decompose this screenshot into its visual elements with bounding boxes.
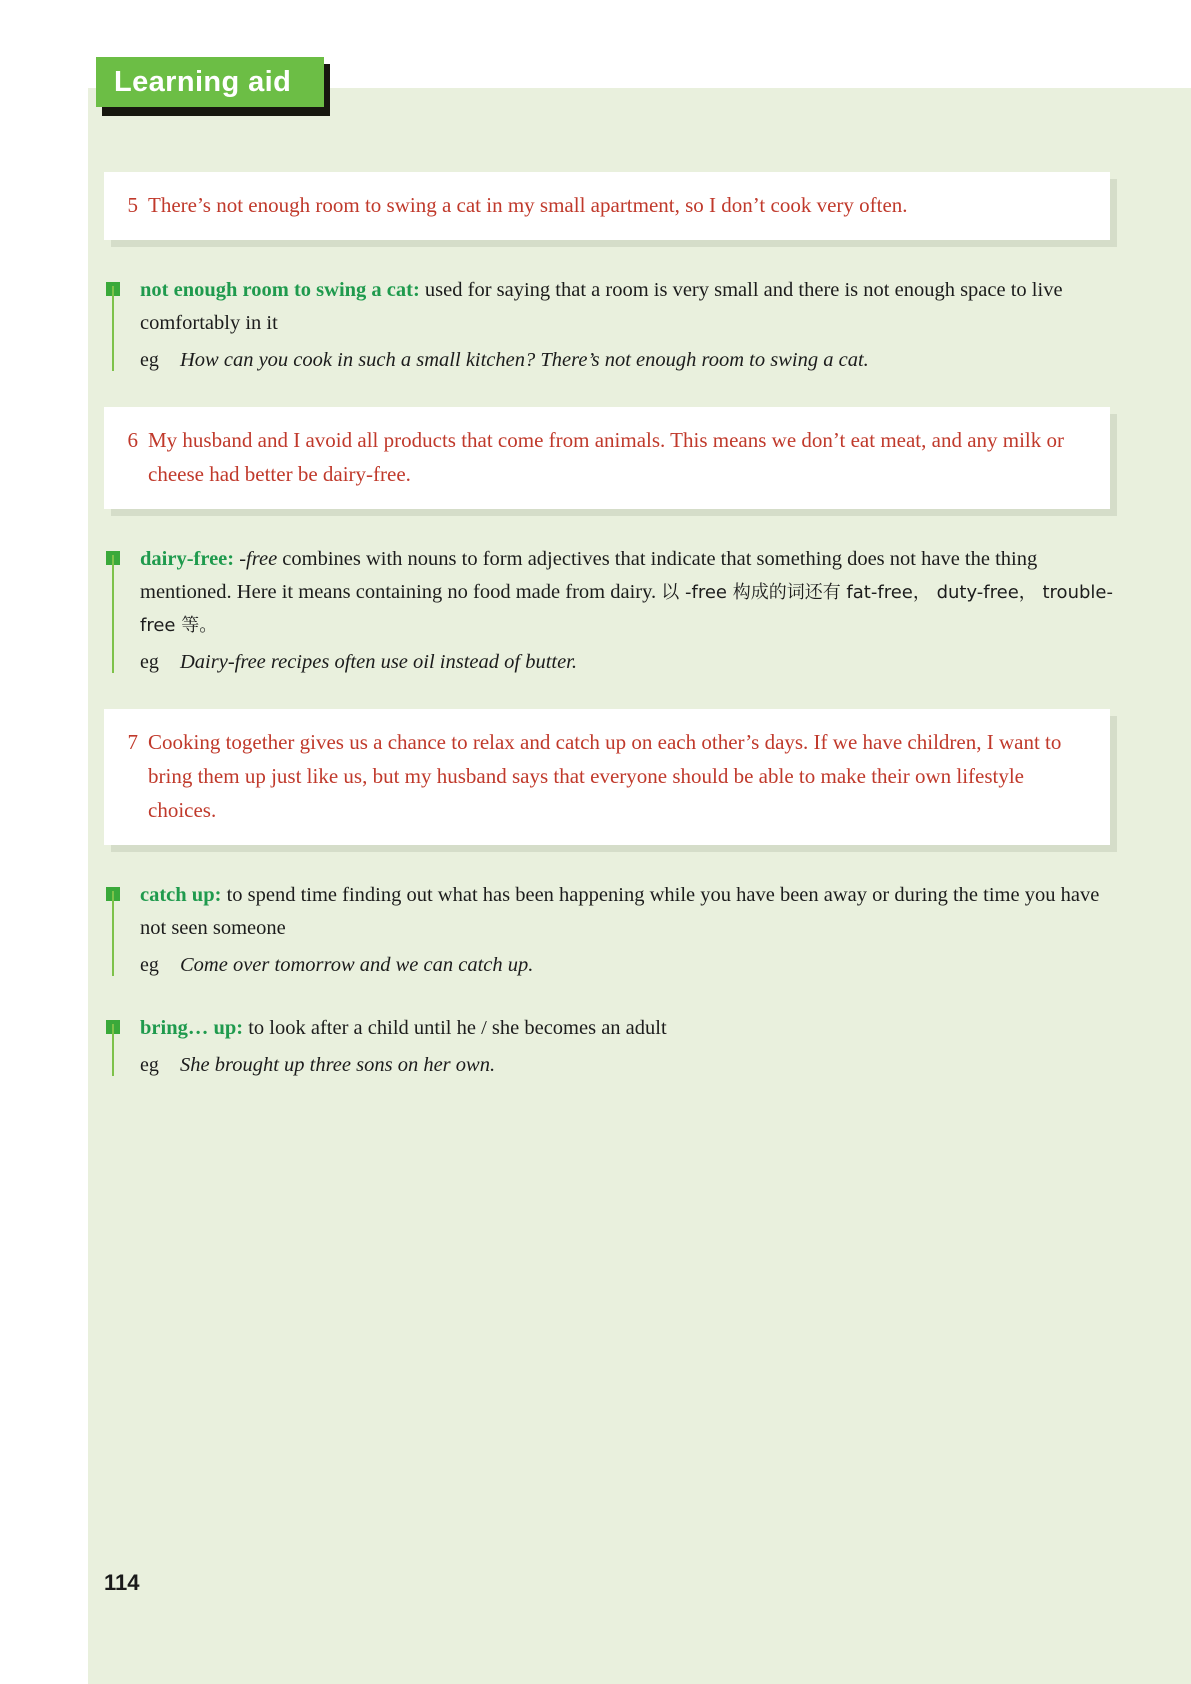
gloss-entry (104, 543, 1114, 679)
gloss-example-row (140, 344, 1114, 377)
sentence-text: My husband and I avoid all products that come from animals. This means we don’t eat meat, and any milk or cheese had better be dairy-free. (148, 428, 1065, 486)
gloss-entry (104, 1012, 1114, 1082)
gloss-term: catch up: (140, 884, 222, 906)
gloss-definition-text: to spend time finding out what has been happening while you have been away or during the time you have not seen someone (140, 884, 1100, 939)
example-label: eg (140, 349, 159, 371)
section-header-tag (96, 57, 324, 107)
gloss-side-rule (112, 286, 114, 371)
gloss-example-row (140, 1049, 1114, 1082)
gloss-term: dairy-free: (140, 548, 235, 570)
sentence-card (104, 407, 1110, 509)
example-text: She brought up three sons on her own. (180, 1054, 496, 1076)
section-header-label: Learning aid (114, 65, 292, 98)
sentence-number: 6 (127, 428, 138, 452)
sentence-number: 5 (127, 193, 138, 217)
gloss-term: not enough room to swing a cat: (140, 279, 420, 301)
example-label: eg (140, 651, 159, 673)
gloss-example-row (140, 646, 1114, 679)
page-number: 114 (104, 1570, 140, 1595)
sentence-number: 7 (127, 730, 138, 754)
gloss-definition-chinese: 以 -free 构成的词还有 fat-free， duty-free， trouble-free 等。 (140, 582, 1113, 636)
gloss-definition (140, 879, 1114, 945)
example-label: eg (140, 954, 159, 976)
gloss-definition (140, 543, 1114, 642)
sentence-text: There’s not enough room to swing a cat in my small apartment, so I don’t cook very often. (148, 193, 908, 217)
example-text: Dairy-free recipes often use oil instead of butter. (180, 651, 578, 673)
section-header (96, 57, 336, 115)
content-column (104, 172, 1114, 1112)
gloss-entry (104, 879, 1114, 982)
example-text: How can you cook in such a small kitchen? There’s not enough room to swing a cat. (180, 349, 869, 371)
gloss-side-rule (112, 891, 114, 976)
sentence-card (104, 172, 1110, 240)
gloss-definition-text: used for saying that a room is very small and there is not enough space to live comfortably in it (140, 279, 1063, 334)
gloss-definition-text: to look after a child until he / she becomes an adult (243, 1017, 667, 1039)
gloss-entry (104, 274, 1114, 377)
gloss-side-rule (112, 555, 114, 673)
gloss-definition (140, 274, 1114, 340)
gloss-side-rule (112, 1024, 114, 1076)
gloss-definition-italic-lead: -free (234, 548, 278, 570)
example-text: Come over tomorrow and we can catch up. (180, 954, 534, 976)
gloss-definition (140, 1012, 1114, 1045)
example-label: eg (140, 1054, 159, 1076)
sentence-card (104, 709, 1110, 845)
sentence-text: Cooking together gives us a chance to relax and catch up on each other’s days. If we have children, I want to bring them up just like us, but my husband says that everyone should be able to make their own lifestyle choices. (148, 730, 1062, 822)
gloss-example-row (140, 949, 1114, 982)
gloss-definition-text: combines with nouns to form adjectives that indicate that something does not have the thing mentioned. Here it means containing no food made from dairy. (140, 548, 1038, 603)
gloss-term: bring… up: (140, 1017, 244, 1039)
